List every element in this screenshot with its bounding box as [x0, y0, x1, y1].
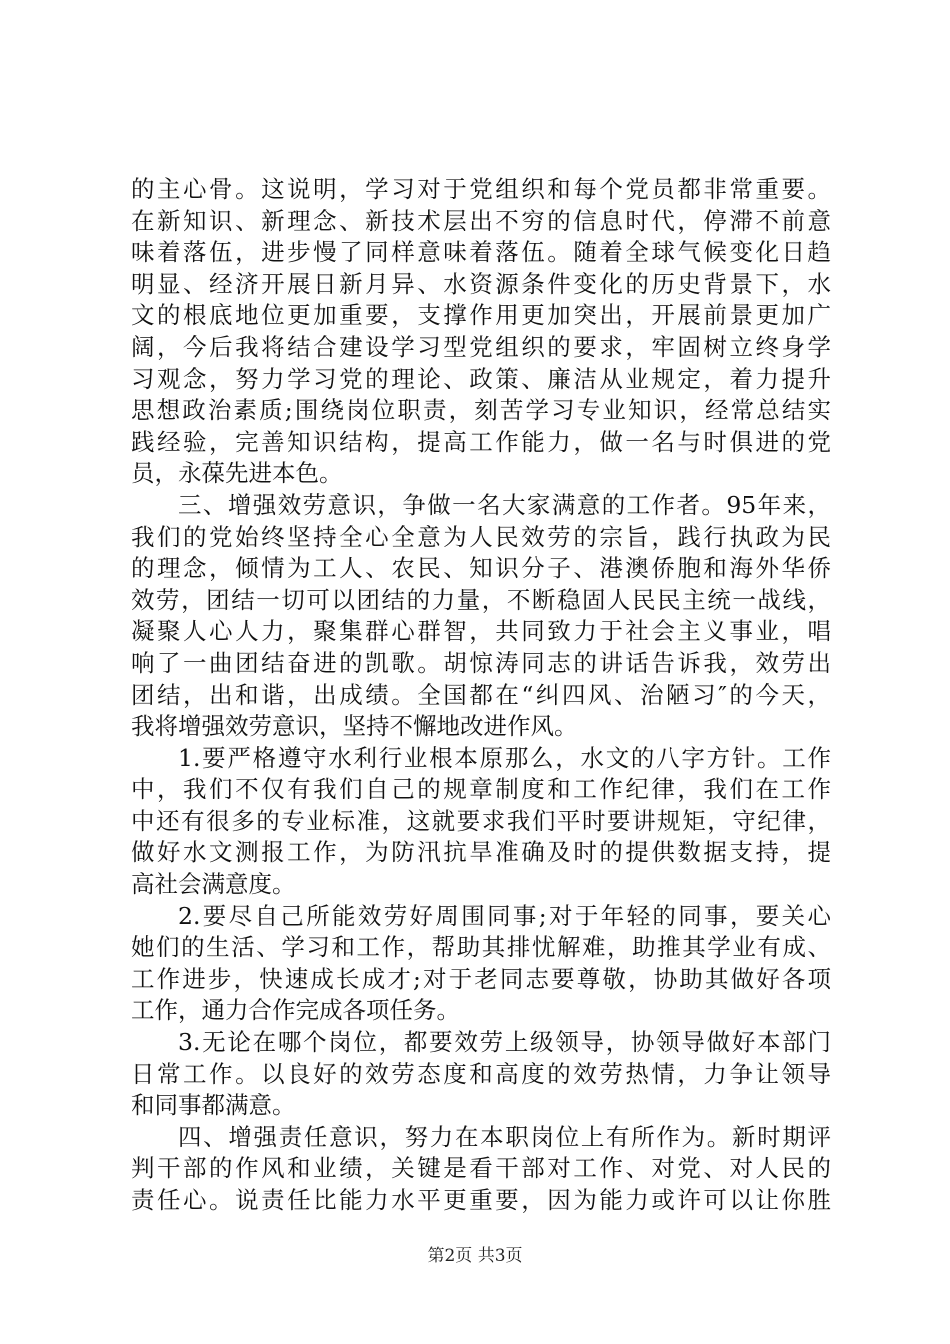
- text-line: 和同事都满意。: [131, 1091, 296, 1120]
- text-line: 味着落伍，进步慢了同样意味着落伍。随着全球气候变化日趋: [131, 238, 831, 267]
- text-line: 三、增强效劳意识，争做一名大家满意的工作者。95年来，: [178, 490, 831, 519]
- text-line: 的主心骨。这说明，学习对于党组织和每个党员都非常重要。: [131, 175, 831, 203]
- text-line: 的理念，倾情为工人、农民、知识分子、港澳侨胞和海外华侨: [131, 554, 831, 583]
- text-line: 中还有很多的专业标准，这就要求我们平时要讲规矩，守纪律，: [131, 806, 831, 835]
- document-body: [131, 174, 831, 1217]
- text-line: 凝聚人心人力，聚集群心群智，共同致力于社会主义事业，唱: [131, 617, 831, 646]
- text-line: 中，我们不仅有我们自己的规章制度和工作纪律，我们在工作: [131, 775, 831, 804]
- text-line: 2.要尽自己所能效劳好周围同事;对于年轻的同事，要关心: [178, 901, 831, 930]
- page-footer: 第2页 共3页: [427, 1246, 523, 1266]
- text-line: 工作，通力合作完成各项任务。: [131, 996, 460, 1025]
- text-line: 思想政治素质;围绕岗位职责，刻苦学习专业知识，经常总结实: [131, 396, 831, 425]
- text-line: 判干部的作风和业绩，关键是看干部对工作、对党、对人民的: [131, 1154, 831, 1183]
- text-line: 做好水文测报工作，为防汛抗旱准确及时的提供数据支持，提: [131, 838, 831, 867]
- text-line: 高社会满意度。: [131, 870, 296, 899]
- text-line: 响了一曲团结奋进的凯歌。胡惊涛同志的讲话告诉我，效劳出: [131, 648, 831, 677]
- text-line: 员，永葆先进本色。: [131, 459, 343, 488]
- text-line: 工作进步，快速成长成才;对于老同志要尊敬，协助其做好各项: [131, 964, 831, 993]
- text-line: 1.要严格遵守水利行业根本原那么，水文的八字方针。工作: [178, 743, 831, 772]
- text-line: 践经验，完善知识结构，提高工作能力，做一名与时俱进的党: [131, 427, 831, 456]
- text-line: 日常工作。以良好的效劳态度和高度的效劳热情，力争让领导: [131, 1059, 831, 1088]
- text-line: 明显、经济开展日新月异、水资源条件变化的历史背景下，水: [131, 269, 831, 298]
- text-line: 团结，出和谐，出成绩。全国都在“纠四风、治陋习″的今天，: [131, 680, 831, 709]
- text-line: 文的根底地位更加重要，支撑作用更加突出，开展前景更加广: [131, 301, 831, 330]
- text-line: 我将增强效劳意识，坚持不懈地改进作风。: [131, 712, 578, 741]
- text-line: 效劳，团结一切可以团结的力量，不断稳固人民民主统一战线，: [131, 585, 831, 614]
- text-line: 3.无论在哪个岗位，都要效劳上级领导，协领导做好本部门: [178, 1028, 831, 1057]
- text-line: 她们的生活、学习和工作，帮助其排忧解难，助推其学业有成、: [131, 933, 831, 962]
- text-line: 四、增强责任意识，努力在本职岗位上有所作为。新时期评: [178, 1122, 831, 1151]
- text-line: 在新知识、新理念、新技术层出不穷的信息时代，停滞不前意: [131, 206, 831, 235]
- text-line: 习观念，努力学习党的理论、政策、廉洁从业规定，着力提升: [131, 364, 831, 393]
- text-line: 责任心。说责任比能力水平更重要，因为能力或许可以让你胜: [131, 1186, 831, 1214]
- text-line: 阔，今后我将结合建设学习型党组织的要求，牢固树立终身学: [131, 332, 831, 361]
- text-line: 我们的党始终坚持全心全意为人民效劳的宗旨，践行执政为民: [131, 522, 831, 551]
